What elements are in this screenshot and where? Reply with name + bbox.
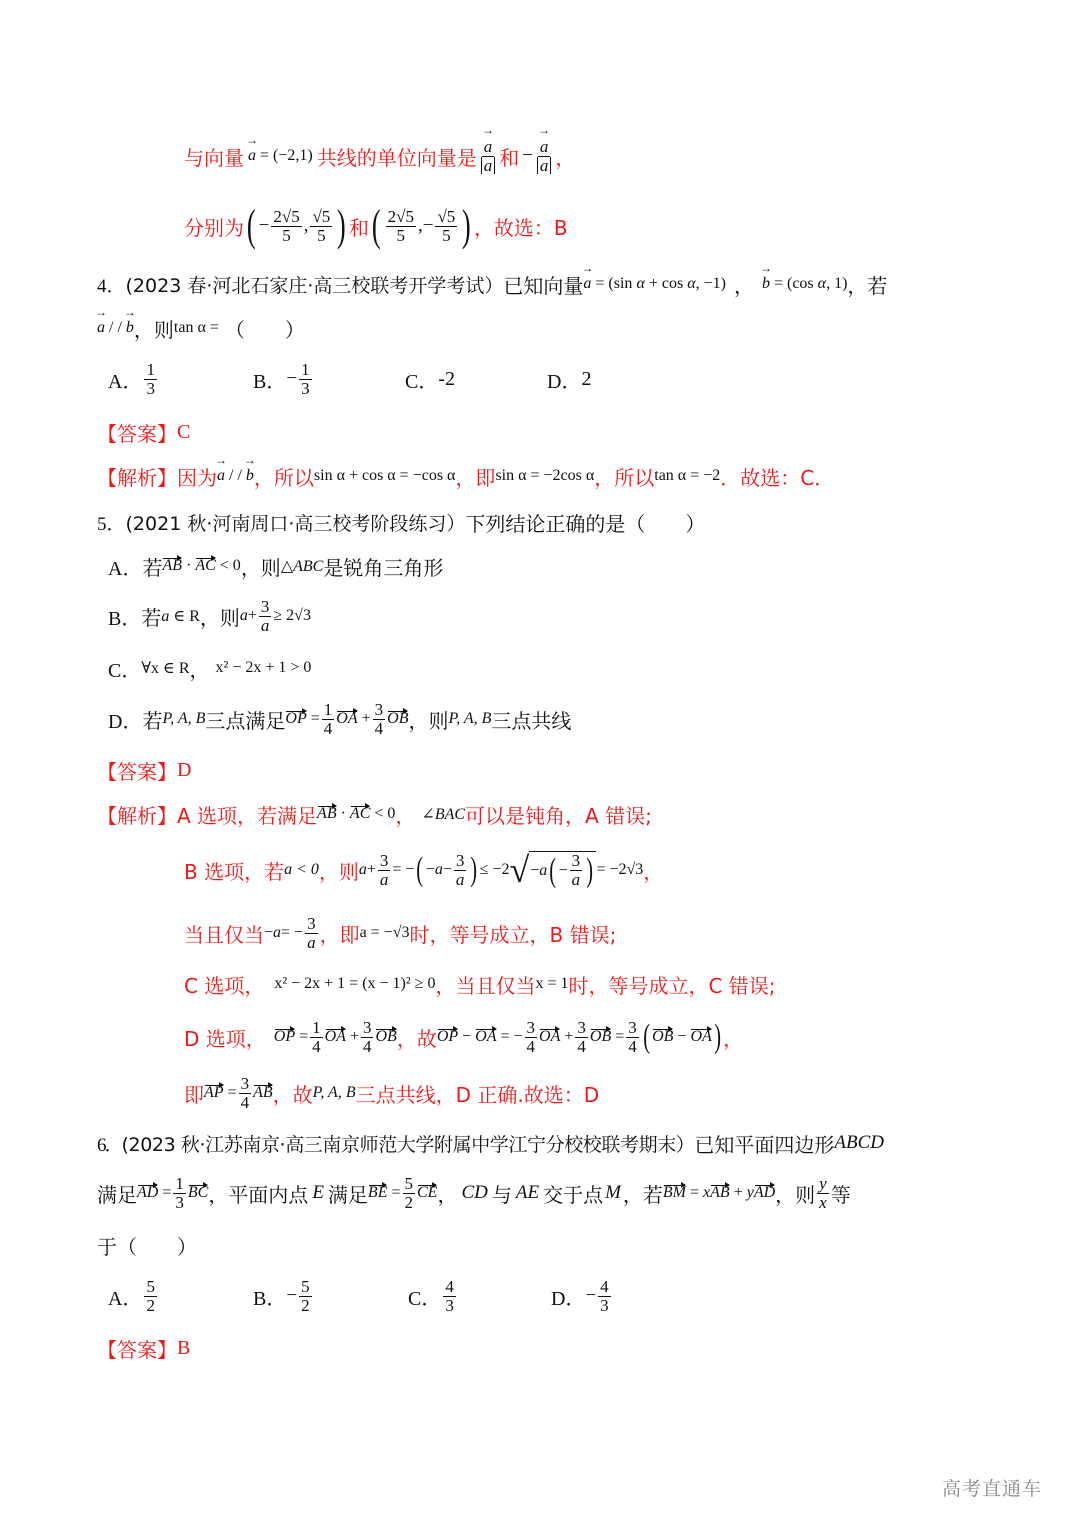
math: P, A, B <box>312 1084 356 1101</box>
text: 满足 <box>327 1182 368 1207</box>
math: BE = <box>367 1184 401 1201</box>
math: E <box>312 1182 324 1203</box>
text: ，即 <box>455 465 496 490</box>
math: ∠BAC <box>421 806 466 823</box>
option-a[interactable]: A． $\frac{1}{3}$ <box>108 359 155 398</box>
fraction: $\frac{1}{3}$ <box>175 1173 184 1212</box>
math: BC <box>187 1184 209 1201</box>
math: sin α = −2cos α <box>495 467 595 484</box>
q6-stem-line-3 <box>97 1229 197 1261</box>
text: 三点满足 <box>205 708 286 733</box>
text: 若 <box>142 555 163 580</box>
text: ， <box>189 657 210 682</box>
text: 当且仅当 <box>184 922 264 947</box>
text: 三点共线 <box>491 708 572 733</box>
text: ，则 <box>775 1182 816 1207</box>
text: 因为 <box>177 465 217 490</box>
option-a[interactable]: A． $\frac{5}{2}$ <box>108 1276 155 1315</box>
answer-label: 【答案】 <box>97 759 177 784</box>
q5-answer <box>97 754 191 786</box>
q4-stem-line-1 <box>97 268 887 300</box>
q5-option-b[interactable]: B． 若 a ∈ R ，则 a + $\frac{3}{a}$ ≥ 2√3 <box>108 596 311 635</box>
math: x² − 2x + 1 > 0 <box>215 659 312 676</box>
text: 是锐角三角形 <box>323 555 444 580</box>
math: a <box>239 607 248 624</box>
math: sin α + cos α = −cos α <box>313 467 456 484</box>
fraction: $\frac{√5}{5}$ <box>312 206 331 245</box>
text: B 选项，若 <box>184 859 285 884</box>
q4-stem-line-2 <box>97 312 305 344</box>
math: OB <box>387 710 409 727</box>
math: a < 0 <box>284 861 319 878</box>
text: ，所以 <box>253 465 314 490</box>
sign: − <box>258 215 270 236</box>
text: ，故 <box>272 1082 313 1107</box>
answer-value: B <box>177 1336 191 1359</box>
q5-stem <box>97 506 705 538</box>
q5-option-d[interactable] <box>108 695 571 743</box>
text: 满足 <box>97 1182 137 1207</box>
answer-value: D <box>177 758 192 781</box>
math: OA + <box>336 710 371 727</box>
q5-analysis-a <box>97 798 652 830</box>
question-source: (2021 秋·河南周口·高三校考阶段练习） <box>125 512 466 535</box>
text: 下列结论正确的是（ ） <box>465 511 706 536</box>
q6-stem-line-1 <box>97 1127 884 1159</box>
answer-blank: （ ） <box>224 317 305 342</box>
math: CE <box>417 1184 438 1201</box>
text: 已知平面四边形 <box>694 1132 835 1157</box>
text: ，若 <box>622 1182 663 1207</box>
fraction: $\frac{5}{2}$ <box>404 1173 413 1212</box>
math: a ∈ R <box>161 608 200 625</box>
text: 时，等号成立，B 错误; <box>409 922 617 947</box>
fraction: $\frac{2√5}{5}$ <box>387 206 414 245</box>
q5-analysis-b2 <box>184 908 616 958</box>
option-label: D． <box>108 710 143 733</box>
text: 于（ ） <box>97 1234 197 1259</box>
q6-answer <box>97 1332 190 1364</box>
text: ．故选：C． <box>720 465 835 490</box>
text: ，则 <box>408 708 449 733</box>
math: → a / / → b <box>217 467 254 485</box>
math: P, A, B <box>448 710 492 727</box>
fraction: $\frac{1}{4}$ <box>323 699 333 738</box>
text: ，所以 <box>594 465 655 490</box>
math-vector-a-def: → a = (sin α + cos α, −1) <box>583 275 726 293</box>
text: A 选项，若满足 <box>177 803 318 828</box>
text: 等 <box>830 1182 851 1207</box>
q6-stem-line-2 <box>97 1168 851 1218</box>
text: ， <box>555 145 576 170</box>
math: AD = <box>137 1184 172 1201</box>
text: ， <box>723 1026 744 1051</box>
text: ，则 <box>199 605 240 630</box>
text: ，即 <box>319 922 360 947</box>
math: x = 1 <box>535 975 569 992</box>
question-number: 5． <box>97 513 126 535</box>
text: ， <box>643 859 664 884</box>
math: AE <box>515 1182 540 1203</box>
math: BM = xAB + yAD <box>662 1184 776 1201</box>
answer-value: C <box>177 420 191 443</box>
text: 若 <box>142 708 163 733</box>
unit-vector-fraction: → $\frac{a}{a}$ <box>479 138 498 175</box>
math-vector-b-def: → b = (cos α, 1) <box>762 275 847 293</box>
neg-unit-vector-fraction: → $\frac{a}{a}$ <box>535 138 554 175</box>
q4-answer <box>97 416 190 448</box>
math: AB · AC < 0 <box>162 557 241 574</box>
text: 若 <box>141 605 162 630</box>
option-b[interactable]: B． − $\frac{5}{2}$ <box>253 1276 310 1315</box>
fraction: $\frac{√5}{5}$ <box>437 206 456 245</box>
math: OP = <box>285 710 320 727</box>
text: D 选项， <box>184 1026 266 1051</box>
text: ，平面内点 <box>208 1182 309 1207</box>
math: OP − OA = − $\frac{3}{4}$ OA + $\frac{3}{4}$ OB = $\frac{3}{4}$ ( OB − OA ) <box>436 1017 721 1056</box>
analysis-label: 【解析】 <box>97 803 177 828</box>
text: ， <box>395 803 416 828</box>
q4-analysis <box>97 460 834 492</box>
text: 三点共线，D 正确.故选：D <box>355 1082 600 1107</box>
text: 分别为 <box>184 215 244 240</box>
q5-analysis-b1 <box>184 840 663 900</box>
sign: − <box>422 215 434 236</box>
fraction: $\frac{3}{a}$ <box>260 596 270 635</box>
text: 交于点 <box>543 1182 604 1207</box>
option-c[interactable]: C． $\frac{4}{3}$ <box>408 1276 454 1315</box>
text: 时，等号成立，C 错误; <box>568 973 776 998</box>
math-vector-a: → a = (−2,1) <box>248 147 313 165</box>
math: OP = $\frac{1}{4}$ OA + $\frac{3}{4}$ OB <box>273 1017 397 1056</box>
text: 与 <box>491 1182 512 1207</box>
prev-solution-line-1: 与向量 → a = (−2,1) 共线的单位向量是 → $\frac{a}{a}$ 和 − → $\frac{a}{a}$ ， <box>184 132 575 180</box>
fraction: $\frac{3}{4}$ <box>374 699 384 738</box>
math: a = −√3 <box>359 924 410 941</box>
text: C 选项， <box>184 973 265 998</box>
text: 已知向量 <box>503 273 584 298</box>
q4-options <box>108 355 591 403</box>
question-source: (2023 秋·江苏南京·高三南京师范大学附属中学江宁分校校联考期末） <box>121 1133 695 1156</box>
text: ， <box>733 273 754 298</box>
math-tan: tan α = <box>173 319 219 336</box>
watermark: 高考直通车 <box>942 1478 1043 1500</box>
text: ，则 <box>318 859 359 884</box>
option-label: A． <box>108 557 143 580</box>
question-number: 6． <box>97 1134 122 1156</box>
math: ≥ 2√3 <box>273 607 311 624</box>
math: − a = − $\frac{3}{a}$ <box>264 913 316 952</box>
q5-analysis-d1 <box>184 1012 743 1062</box>
option-d[interactable]: D． 2 <box>547 367 592 393</box>
answer-label: 【答案】 <box>97 1337 177 1362</box>
q5-analysis-c <box>184 968 776 1000</box>
text: ，故选：B <box>473 215 568 240</box>
math: AP = $\frac{3}{4}$ AB <box>204 1073 273 1112</box>
math: P, A, B <box>162 710 206 727</box>
text: 和 <box>499 145 520 170</box>
answer-label: 【答案】 <box>97 421 177 446</box>
text: ，则 <box>133 317 174 342</box>
text: 即 <box>184 1082 204 1107</box>
text: 共线的单位向量是 <box>316 145 477 170</box>
q6-options <box>108 1272 613 1320</box>
text: 可以是钝角，A 错误; <box>465 803 652 828</box>
text: ，若 <box>847 273 888 298</box>
text: 与向量 <box>184 145 244 170</box>
text: ，则 <box>240 555 281 580</box>
question-source: (2023 春·河北石家庄·高三校联考开学考试） <box>125 274 504 297</box>
option-b[interactable]: B． − $\frac{1}{3}$ <box>253 359 310 398</box>
prev-solution-line-2: 分别为 ( − $\frac{2√5}{5}$ , $\frac{√5}{5}$ ) 和 ( $\frac{2√5}{5}$ , − $\frac{√5}{5}$ ) ，故选：B <box>184 201 568 250</box>
option-d[interactable]: D． − $\frac{4}{3}$ <box>551 1276 609 1315</box>
q5-option-a[interactable] <box>108 550 443 582</box>
q5-option-c[interactable] <box>108 652 311 684</box>
q5-analysis-d2 <box>184 1068 599 1118</box>
math: M <box>605 1182 621 1203</box>
option-label: B． <box>108 607 142 630</box>
fraction: $\frac{2√5}{5}$ <box>273 206 300 245</box>
math: ∀x ∈ R <box>141 660 190 677</box>
text: 和 <box>348 215 369 240</box>
math: △ABC <box>280 558 324 575</box>
math: CD <box>461 1182 488 1203</box>
analysis-label: 【解析】 <box>97 465 177 490</box>
math-parallel: → a / / → b <box>97 319 134 337</box>
math: tan α = −2 <box>654 467 721 484</box>
math: x² − 2x + 1 = (x − 1)² ≥ 0 <box>274 975 436 992</box>
fraction: $\frac{y}{x}$ <box>819 1173 827 1212</box>
math-inequality: a + $\frac{3}{a}$ = − ( − a − $\frac{3}{a}$ ) ≤ −2 √ − a ( − $\frac{3}{a}$ ) = −2√3 <box>358 850 644 890</box>
math: AB · AC < 0 <box>317 805 396 822</box>
question-number: 4． <box>97 275 126 297</box>
text: ，当且仅当 <box>435 973 536 998</box>
option-c[interactable]: C． -2 <box>405 367 456 393</box>
text: ， <box>437 1182 458 1207</box>
text: ，故 <box>396 1026 437 1051</box>
option-label: C． <box>108 659 142 682</box>
math: ABCD <box>834 1132 885 1153</box>
